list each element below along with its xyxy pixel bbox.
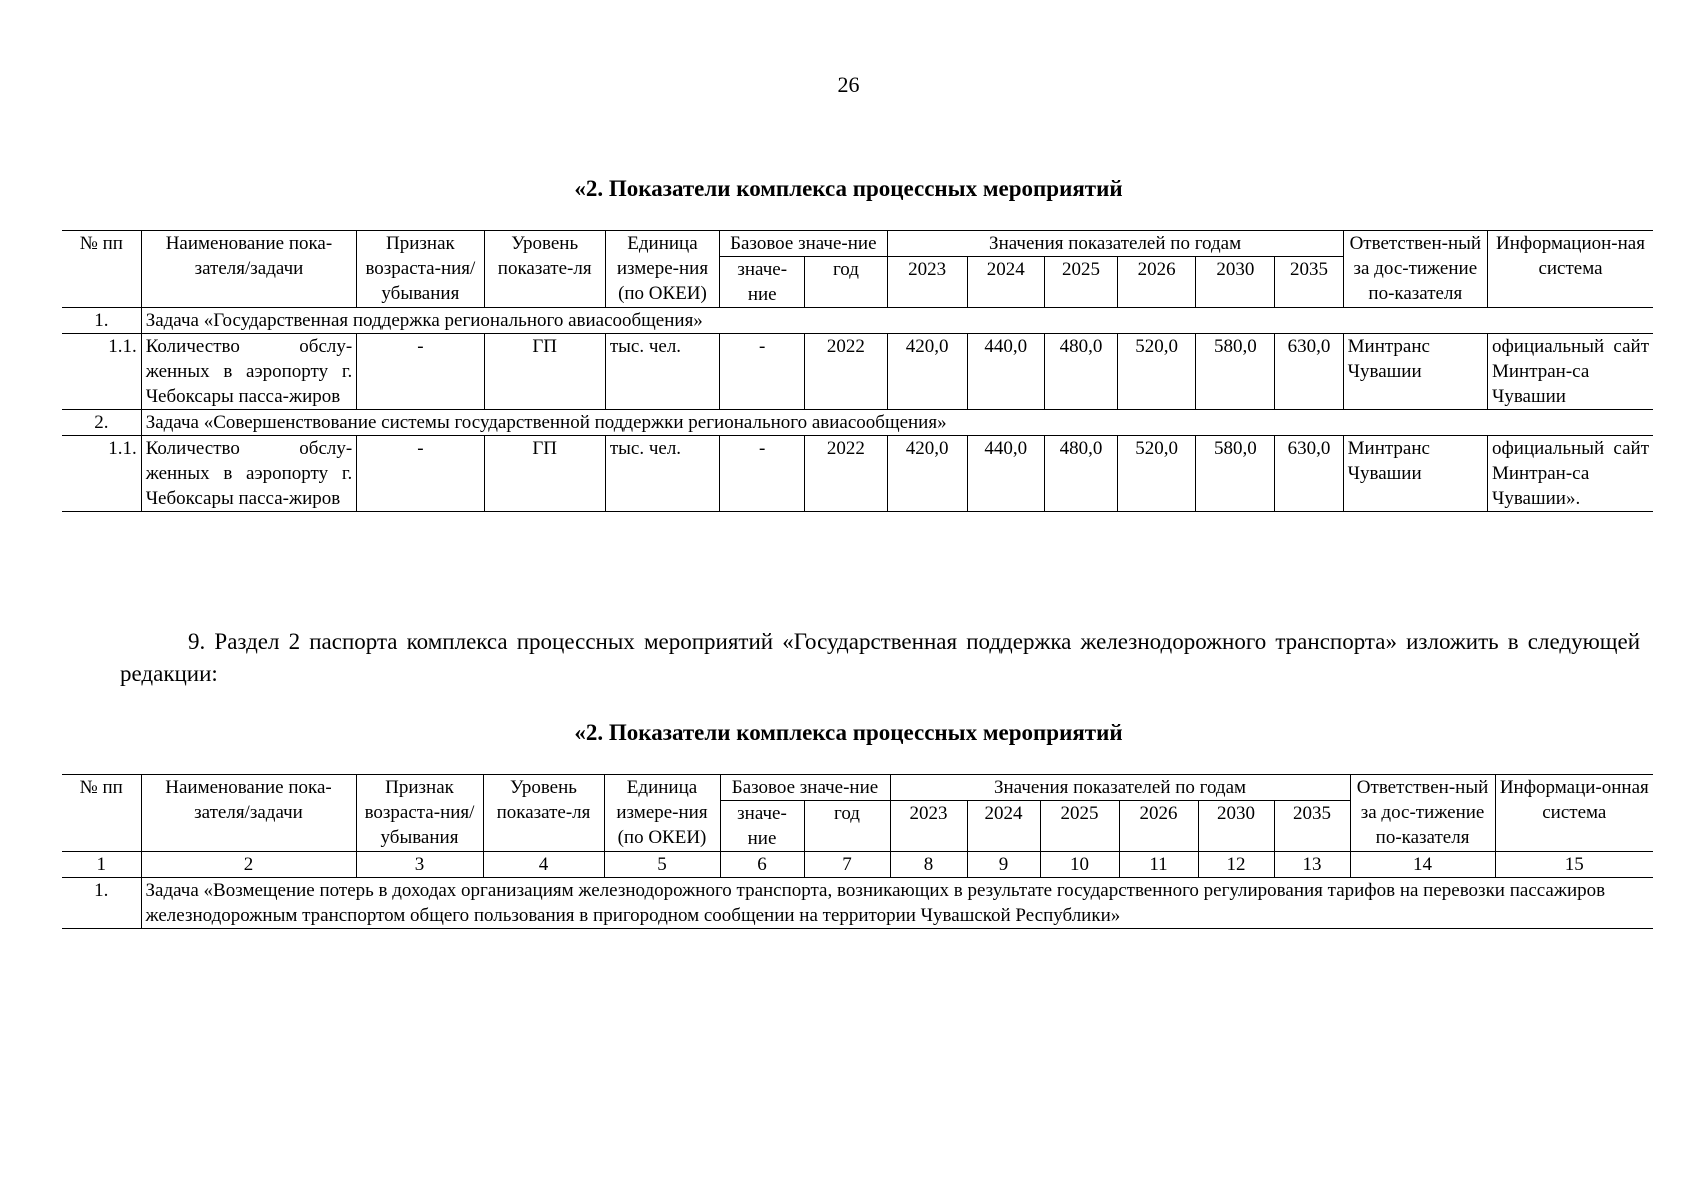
header-year: 2025 <box>1044 257 1117 308</box>
indicator-row <box>62 334 1653 410</box>
header-unit: Единица измере-ния (по ОКЕИ) <box>604 775 720 852</box>
column-number: 3 <box>356 852 483 878</box>
task-row <box>62 308 1653 334</box>
indicator-value: 580,0 <box>1196 334 1275 410</box>
header-sign: Признак возраста-ния/убывания <box>357 231 484 308</box>
indicator-info-system: официальный сайт Минтран-са Чувашии <box>1487 334 1653 410</box>
indicator-unit: тыс. чел. <box>605 334 719 410</box>
column-number: 13 <box>1274 852 1350 878</box>
header-base-year: год <box>805 257 887 308</box>
header-name: Наименование пока-зателя/задачи <box>141 775 356 852</box>
task-row <box>62 410 1653 436</box>
row-num: 1. <box>62 878 141 929</box>
column-number: 6 <box>720 852 804 878</box>
header-year: 2026 <box>1118 257 1196 308</box>
indicator-base-year: 2022 <box>805 436 887 512</box>
header-year: 2030 <box>1196 257 1275 308</box>
header-name: Наименование пока-зателя/задачи <box>141 231 357 308</box>
indicator-value: 630,0 <box>1275 334 1343 410</box>
indicator-value: 520,0 <box>1118 436 1196 512</box>
header-base: Базовое значе-ние <box>720 775 890 801</box>
indicators-table-1 <box>62 230 1653 512</box>
header-year: 2035 <box>1274 801 1350 852</box>
header-sign: Признак возраста-ния/убывания <box>356 775 483 852</box>
indicator-row <box>62 436 1653 512</box>
indicator-value: 580,0 <box>1196 436 1275 512</box>
header-responsible: Ответствен-ный за дос-тижение по-казателя <box>1350 775 1495 852</box>
column-number: 12 <box>1198 852 1274 878</box>
indicator-value: 480,0 <box>1044 436 1117 512</box>
header-unit: Единица измере-ния (по ОКЕИ) <box>605 231 719 308</box>
header-base: Базовое значе-ние <box>720 231 887 257</box>
task-title: Задача «Государственная поддержка регионального авиасообщения» <box>141 308 1653 334</box>
header-year: 2024 <box>967 257 1044 308</box>
row-num: 1.1. <box>62 436 141 512</box>
indicator-sign: - <box>357 436 484 512</box>
indicator-name: Количество обслу-женных в аэропорту г. Чебоксары пасса-жиров <box>141 334 357 410</box>
header-values-by-year: Значения показателей по годам <box>890 775 1350 801</box>
column-number: 7 <box>804 852 890 878</box>
column-number: 10 <box>1040 852 1119 878</box>
header-num: № пп <box>62 231 141 308</box>
page-number: 26 <box>837 72 860 97</box>
indicator-value: 630,0 <box>1275 436 1343 512</box>
header-responsible: Ответствен-ный за дос-тижение по-казателя <box>1343 231 1487 308</box>
indicator-value: 420,0 <box>887 334 967 410</box>
column-number: 1 <box>62 852 141 878</box>
indicator-name: Количество обслу-женных в аэропорту г. Чебоксары пасса-жиров <box>141 436 357 512</box>
header-values-by-year: Значения показателей по годам <box>887 231 1343 257</box>
table-header-row <box>62 231 1653 257</box>
indicator-responsible: Минтранс Чувашии <box>1343 334 1487 410</box>
header-year: 2023 <box>890 801 967 852</box>
header-year: 2023 <box>887 257 967 308</box>
indicator-sign: - <box>357 334 484 410</box>
column-number: 4 <box>483 852 604 878</box>
column-number: 8 <box>890 852 967 878</box>
column-number: 14 <box>1350 852 1495 878</box>
indicator-value: 520,0 <box>1118 334 1196 410</box>
header-info-system: Информаци-онная система <box>1495 775 1653 852</box>
indicator-responsible: Минтранс Чувашии <box>1343 436 1487 512</box>
row-num: 1.1. <box>62 334 141 410</box>
column-number: 15 <box>1495 852 1653 878</box>
amendment-paragraph: 9. Раздел 2 паспорта комплекса процессных мероприятий «Государственная поддержка железнодорожного транспорта» изложить в следующей редакции: <box>120 629 1640 686</box>
indicator-value: 480,0 <box>1044 334 1117 410</box>
table-header-row <box>62 775 1653 801</box>
indicator-value: 440,0 <box>967 436 1044 512</box>
header-base-year: год <box>804 801 890 852</box>
header-year: 2026 <box>1119 801 1198 852</box>
task-row <box>62 878 1653 929</box>
indicator-info-system: официальный сайт Минтран-са Чувашии». <box>1487 436 1653 512</box>
header-year: 2025 <box>1040 801 1119 852</box>
column-number: 11 <box>1119 852 1198 878</box>
section-2-heading: «2. Показатели комплекса процессных мероприятий <box>574 720 1123 745</box>
indicators-table-2 <box>62 774 1653 929</box>
header-year: 2024 <box>967 801 1040 852</box>
header-base-value: значе-ние <box>720 801 804 852</box>
indicator-level: ГП <box>484 334 605 410</box>
column-number: 2 <box>141 852 356 878</box>
column-number: 9 <box>967 852 1040 878</box>
task-title: Задача «Возмещение потерь в доходах организациям железнодорожного транспорта, возникающих в результате государственного регулирования тарифов на перевозки пассажиров железнодорожным транспортом общего пользования в пригородном сообщении на территории Чувашской Республики» <box>141 878 1653 929</box>
header-year: 2030 <box>1198 801 1274 852</box>
header-info-system: Информацион-ная система <box>1487 231 1653 308</box>
row-num: 1. <box>62 308 141 334</box>
indicator-level: ГП <box>484 436 605 512</box>
indicator-unit: тыс. чел. <box>605 436 719 512</box>
header-year: 2035 <box>1275 257 1343 308</box>
section-1-heading: «2. Показатели комплекса процессных мероприятий <box>574 176 1123 201</box>
indicator-base-value: - <box>720 436 805 512</box>
header-num: № пп <box>62 775 141 852</box>
header-base-value: значе-ние <box>720 257 805 308</box>
indicator-base-year: 2022 <box>805 334 887 410</box>
indicator-value: 420,0 <box>887 436 967 512</box>
header-level: Уровень показате-ля <box>484 231 605 308</box>
indicator-base-value: - <box>720 334 805 410</box>
header-level: Уровень показате-ля <box>483 775 604 852</box>
column-number: 5 <box>604 852 720 878</box>
row-num: 2. <box>62 410 141 436</box>
column-numbers-row <box>62 852 1653 878</box>
indicator-value: 440,0 <box>967 334 1044 410</box>
task-title: Задача «Совершенствование системы государственной поддержки регионального авиасообщения» <box>141 410 1653 436</box>
